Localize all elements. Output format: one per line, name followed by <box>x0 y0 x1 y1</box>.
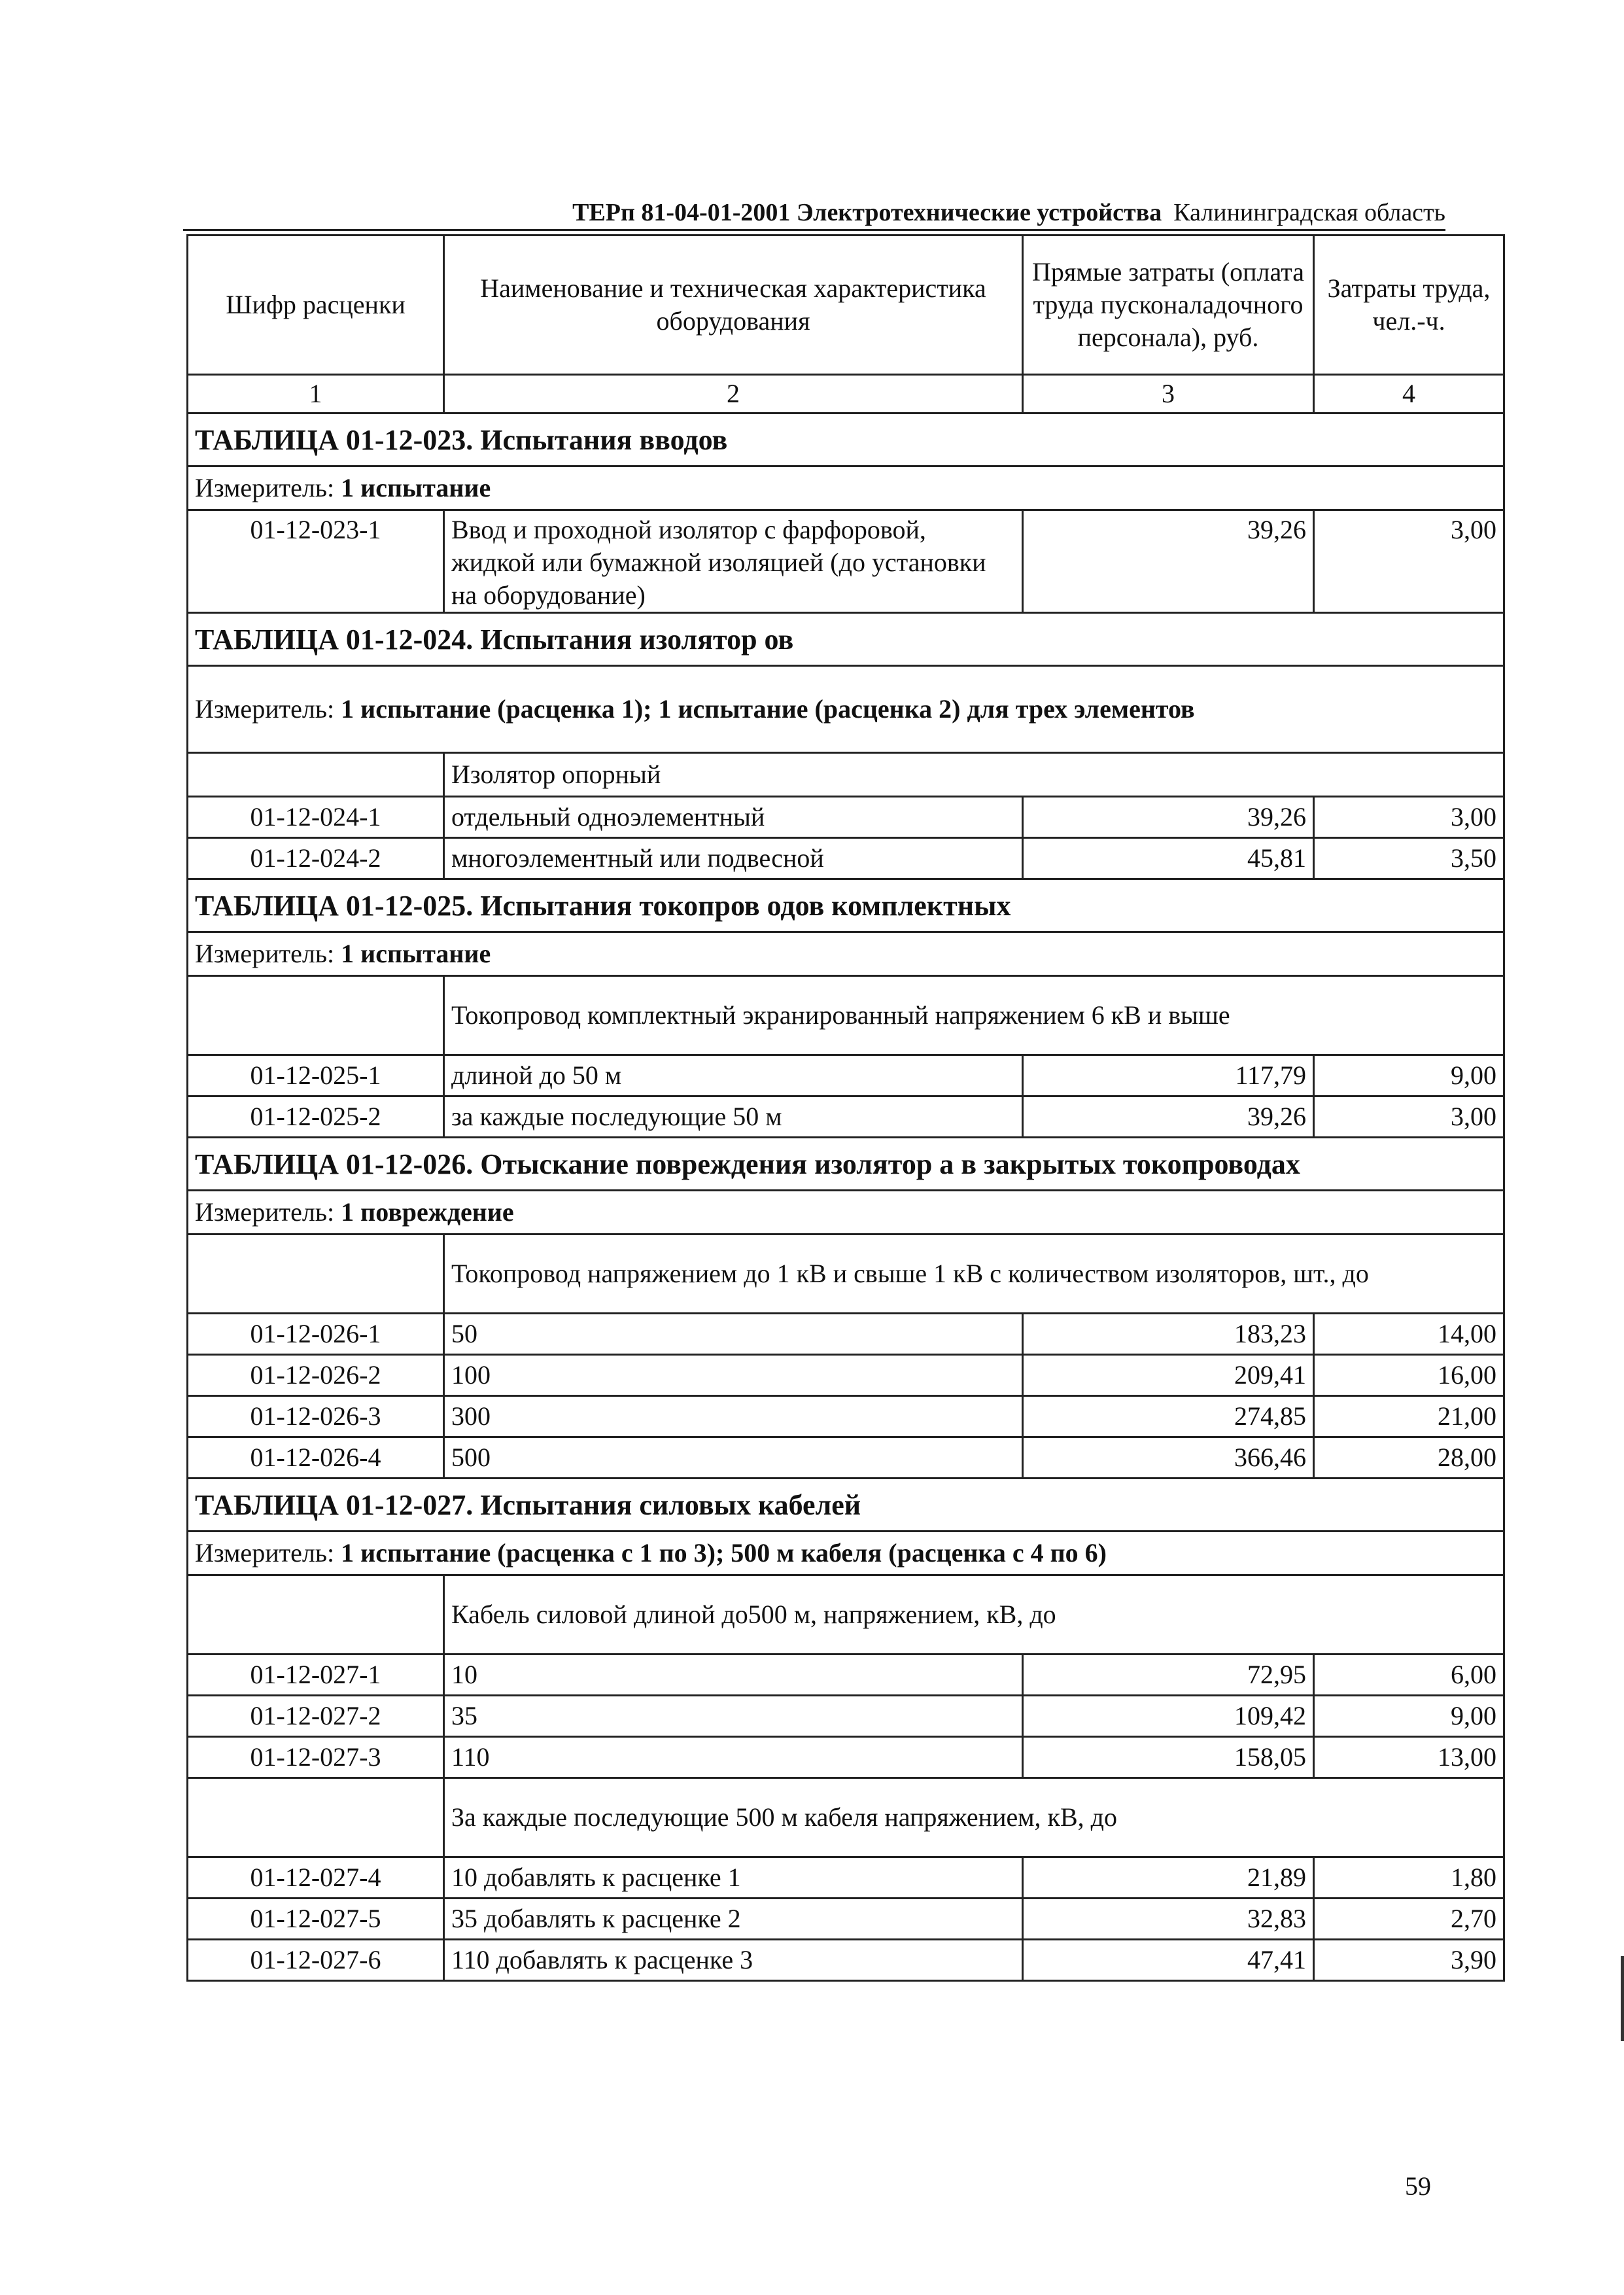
column-header-row <box>188 236 1504 375</box>
rate-code: 01-12-026-1 <box>188 1314 444 1355</box>
measure-unit <box>188 1191 1504 1235</box>
group-row <box>188 1235 1504 1314</box>
blank-cell <box>188 753 444 797</box>
rate-code: 01-12-027-4 <box>188 1857 444 1899</box>
table-row <box>188 1655 1504 1696</box>
blank-cell <box>188 976 444 1055</box>
table-row <box>188 1055 1504 1096</box>
rate-cost: 209,41 <box>1023 1355 1314 1396</box>
rate-labor: 3,50 <box>1314 838 1504 879</box>
rate-cost: 109,42 <box>1023 1696 1314 1737</box>
column-number: 2 <box>444 375 1023 413</box>
rate-code: 01-12-027-6 <box>188 1940 444 1981</box>
rate-code: 01-12-026-4 <box>188 1437 444 1479</box>
rate-labor: 2,70 <box>1314 1899 1504 1940</box>
column-header-name: Наименование и техническая характеристика оборудования <box>444 236 1023 375</box>
rate-name: 500 <box>444 1437 1023 1479</box>
rate-name: 110 добавлять к расценке 3 <box>444 1940 1023 1981</box>
table-row <box>188 510 1504 613</box>
column-number: 3 <box>1023 375 1314 413</box>
rate-code: 01-12-024-1 <box>188 797 444 838</box>
column-header-labor: Затраты труда, чел.-ч. <box>1314 236 1504 375</box>
rate-cost: 21,89 <box>1023 1857 1314 1899</box>
column-header-cost: Прямые затраты (оплата труда пусконаладочного персонала), руб. <box>1023 236 1314 375</box>
rate-name: отдельный одноэлементный <box>444 797 1023 838</box>
rates-table <box>186 234 1505 1982</box>
table-row <box>188 838 1504 879</box>
rate-cost: 39,26 <box>1023 797 1314 838</box>
group-label: За каждые последующие 500 м кабеля напряжением, кВ, до <box>444 1778 1504 1857</box>
table-row <box>188 797 1504 838</box>
rate-cost: 39,26 <box>1023 510 1314 613</box>
column-number: 4 <box>1314 375 1504 413</box>
measure-value: 1 испытание <box>341 939 491 968</box>
table-row <box>188 1696 1504 1737</box>
table-row <box>188 1314 1504 1355</box>
measure-row <box>188 1191 1504 1235</box>
blank-cell <box>188 1235 444 1314</box>
group-row <box>188 753 1504 797</box>
rate-labor: 1,80 <box>1314 1857 1504 1899</box>
rate-cost: 72,95 <box>1023 1655 1314 1696</box>
section-title-row <box>188 879 1504 932</box>
rate-cost: 47,41 <box>1023 1940 1314 1981</box>
measure-row <box>188 1532 1504 1575</box>
rate-labor: 3,90 <box>1314 1940 1504 1981</box>
measure-value: 1 испытание <box>341 473 491 502</box>
rate-code: 01-12-025-2 <box>188 1096 444 1138</box>
rate-code: 01-12-026-3 <box>188 1396 444 1437</box>
section-title: ТАБЛИЦА 01-12-027. Испытания силовых кабелей <box>188 1479 1504 1532</box>
group-row <box>188 976 1504 1055</box>
rate-labor: 6,00 <box>1314 1655 1504 1696</box>
measure-unit <box>188 1532 1504 1575</box>
table-row <box>188 1437 1504 1479</box>
rate-code: 01-12-027-3 <box>188 1737 444 1778</box>
group-row <box>188 1575 1504 1655</box>
rate-cost: 366,46 <box>1023 1437 1314 1479</box>
section-title: ТАБЛИЦА 01-12-026. Отыскание повреждения изолятор а в закрытых токопроводах <box>188 1138 1504 1191</box>
measure-value: 1 повреждение <box>341 1197 514 1227</box>
rate-name: 10 добавлять к расценке 1 <box>444 1857 1023 1899</box>
column-number-row <box>188 375 1504 413</box>
rate-labor: 3,00 <box>1314 510 1504 613</box>
rate-labor: 28,00 <box>1314 1437 1504 1479</box>
rate-cost: 158,05 <box>1023 1737 1314 1778</box>
rate-labor: 21,00 <box>1314 1396 1504 1437</box>
rate-code: 01-12-026-2 <box>188 1355 444 1396</box>
section-title-row <box>188 613 1504 666</box>
rate-name: 100 <box>444 1355 1023 1396</box>
blank-cell <box>188 1575 444 1655</box>
rate-labor: 14,00 <box>1314 1314 1504 1355</box>
measure-unit <box>188 466 1504 510</box>
rate-name: 35 добавлять к расценке 2 <box>444 1899 1023 1940</box>
group-label: Изолятор опорный <box>444 753 1504 797</box>
group-label: Токопровод комплектный экранированный напряжением 6 кВ и выше <box>444 976 1504 1055</box>
rate-labor: 9,00 <box>1314 1055 1504 1096</box>
rate-code: 01-12-023-1 <box>188 510 444 613</box>
scan-edge-mark <box>1621 1956 1624 2041</box>
region-label: Калининградская область <box>1173 199 1445 226</box>
section-title: ТАБЛИЦА 01-12-024. Испытания изолятор ов <box>188 613 1504 666</box>
section-title: ТАБЛИЦА 01-12-025. Испытания токопров одов комплектных <box>188 879 1504 932</box>
rate-code: 01-12-025-1 <box>188 1055 444 1096</box>
table-row <box>188 1857 1504 1899</box>
rate-code: 01-12-027-1 <box>188 1655 444 1696</box>
measure-unit <box>188 932 1504 976</box>
table-row <box>188 1737 1504 1778</box>
measure-label: Измеритель: <box>195 694 335 724</box>
rate-name: 300 <box>444 1396 1023 1437</box>
section-title-row <box>188 1479 1504 1532</box>
rate-labor: 3,00 <box>1314 797 1504 838</box>
measure-value: 1 испытание (расценка 1); 1 испытание (расценка 2) для трех элементов <box>341 694 1195 724</box>
measure-unit <box>188 666 1504 753</box>
rate-labor: 16,00 <box>1314 1355 1504 1396</box>
table-row <box>188 1940 1504 1981</box>
group-label: Токопровод напряжением до 1 кВ и свыше 1 кВ с количеством изоляторов, шт., до <box>444 1235 1504 1314</box>
blank-cell <box>188 1778 444 1857</box>
group-row <box>188 1778 1504 1857</box>
rate-cost: 117,79 <box>1023 1055 1314 1096</box>
table-row <box>188 1355 1504 1396</box>
table-row <box>188 1899 1504 1940</box>
measure-label: Измеритель: <box>195 939 335 968</box>
column-number: 1 <box>188 375 444 413</box>
rate-labor: 9,00 <box>1314 1696 1504 1737</box>
rate-cost: 45,81 <box>1023 838 1314 879</box>
group-label: Кабель силовой длиной до500 м, напряжением, кВ, до <box>444 1575 1504 1655</box>
table-row <box>188 1396 1504 1437</box>
measure-label: Измеритель: <box>195 1197 335 1227</box>
page-number: 59 <box>1405 2171 1431 2201</box>
rate-name: 110 <box>444 1737 1023 1778</box>
rate-name: длиной до 50 м <box>444 1055 1023 1096</box>
rate-cost: 32,83 <box>1023 1899 1314 1940</box>
section-title-row <box>188 413 1504 466</box>
rate-name: 35 <box>444 1696 1023 1737</box>
rate-name: многоэлементный или подвесной <box>444 838 1023 879</box>
column-header-code: Шифр расценки <box>188 236 444 375</box>
rate-cost: 274,85 <box>1023 1396 1314 1437</box>
measure-row <box>188 932 1504 976</box>
rate-cost: 39,26 <box>1023 1096 1314 1138</box>
measure-value: 1 испытание (расценка с 1 по 3); 500 м кабеля (расценка с 4 по 6) <box>341 1538 1107 1568</box>
section-title-row <box>188 1138 1504 1191</box>
document-header <box>183 196 1445 231</box>
table-row <box>188 1096 1504 1138</box>
measure-row <box>188 666 1504 753</box>
rate-code: 01-12-024-2 <box>188 838 444 879</box>
rate-labor: 13,00 <box>1314 1737 1504 1778</box>
rate-name: за каждые последующие 50 м <box>444 1096 1023 1138</box>
measure-row <box>188 466 1504 510</box>
rate-name: 50 <box>444 1314 1023 1355</box>
section-title: ТАБЛИЦА 01-12-023. Испытания вводов <box>188 413 1504 466</box>
rate-code: 01-12-027-5 <box>188 1899 444 1940</box>
rate-name: 10 <box>444 1655 1023 1696</box>
measure-label: Измеритель: <box>195 473 335 502</box>
rate-labor: 3,00 <box>1314 1096 1504 1138</box>
rate-code: 01-12-027-2 <box>188 1696 444 1737</box>
measure-label: Измеритель: <box>195 1538 335 1568</box>
rate-cost: 183,23 <box>1023 1314 1314 1355</box>
rate-name: Ввод и проходной изолятор с фарфоровой, жидкой или бумажной изоляцией (до установки на оборудование) <box>444 510 1023 613</box>
document-title: ТЕРп 81-04-01-2001 Электротехнические устройства <box>572 199 1162 226</box>
